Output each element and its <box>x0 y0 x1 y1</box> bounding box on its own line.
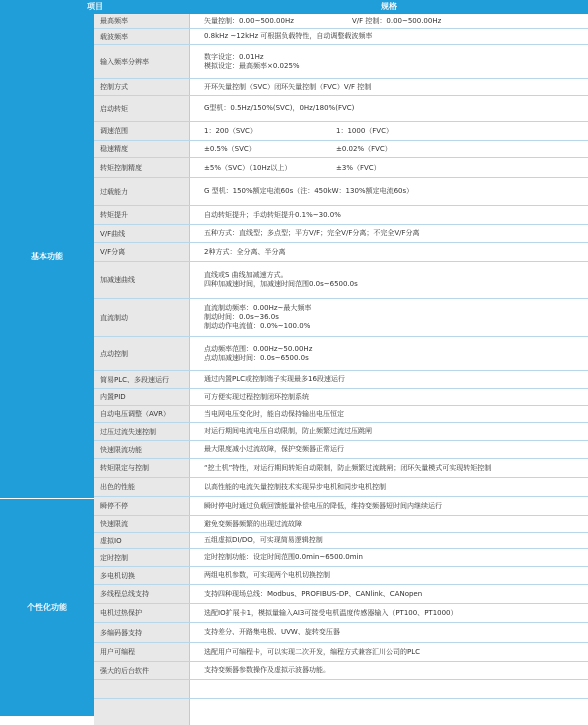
row-spec <box>190 585 588 603</box>
table-row <box>94 604 588 623</box>
row-spec-line: 点动频率范围：0.00Hz~50.00Hz <box>204 344 313 353</box>
table-row <box>94 406 588 423</box>
row-spec-line: 2种方式：全分离、半分离 <box>204 247 286 256</box>
row-spec-right: ±3%（FVC） <box>336 163 381 172</box>
row-spec <box>190 423 588 440</box>
row-item: 自动电压调整（AVR） <box>94 406 190 422</box>
row-spec <box>190 158 588 177</box>
table-row <box>94 459 588 478</box>
row-spec <box>190 122 588 140</box>
row-item: 电机过热保护 <box>94 604 190 622</box>
row-item: 启动转矩 <box>94 96 190 121</box>
row-spec-line: 数字设定：0.01Hz <box>204 52 264 61</box>
row-item: 转矩控制精度 <box>94 158 190 177</box>
row-item: 瞬停不停 <box>94 497 190 515</box>
row-item: 稳速精度 <box>94 141 190 157</box>
row-spec <box>190 497 588 515</box>
table-row <box>94 389 588 406</box>
row-spec-line: 制动时间：0.0s~36.0s <box>204 313 279 321</box>
row-spec <box>190 662 588 679</box>
row-spec-line: 当电网电压变化时，能自动保持输出电压恒定 <box>204 409 344 418</box>
table-row <box>94 337 588 371</box>
row-spec <box>190 441 588 458</box>
row-item: 过载能力 <box>94 178 190 205</box>
row-item: 多编码器支持 <box>94 623 190 642</box>
table-row <box>94 441 588 459</box>
table-row <box>94 623 588 643</box>
row-item: 快速限流 <box>94 516 190 532</box>
header-spec: 规格 <box>381 2 397 11</box>
row-spec-line: 五组虚拟DI/DO，可实现简易逻辑控制 <box>204 536 323 544</box>
row-item: V/F分离 <box>94 243 190 261</box>
row-spec-line: 点动加减速时间：0.0s~6500.0s <box>204 353 309 362</box>
row-item: 点动控制 <box>94 337 190 370</box>
row-spec <box>190 243 588 261</box>
row-item: 多线程总线支持 <box>94 585 190 603</box>
row-spec-line: 选配IO扩展卡1，模拟量输入AI3可接受电机温度传感器输入（PT100、PT1000） <box>204 608 458 617</box>
table-row <box>94 371 588 389</box>
row-spec <box>190 225 588 242</box>
row-spec <box>190 643 588 661</box>
row-spec-left: ±5%（SVC）（10Hz以上） <box>204 163 292 172</box>
table-row <box>94 14 588 29</box>
row-spec <box>190 29 588 44</box>
table-row <box>94 29 588 45</box>
spec-rows <box>94 14 588 725</box>
table-row <box>94 423 588 441</box>
row-spec-left: 1：200（SVC） <box>204 127 257 135</box>
table-row <box>94 158 588 178</box>
table-row <box>94 497 588 516</box>
table-row <box>94 662 588 680</box>
row-spec-line: 通过内置PLC或控制端子实现最多16段速运行 <box>204 375 345 383</box>
row-spec-line: 模拟设定：最高频率×0.025% <box>204 61 300 70</box>
row-item: 内置PID <box>94 389 190 405</box>
row-spec <box>190 141 588 157</box>
row-item: 用户可编程 <box>94 643 190 661</box>
row-spec-line: 制动动作电流值：0.0%~100.0% <box>204 322 311 330</box>
table-row <box>94 79 588 96</box>
row-item: 控制方式 <box>94 79 190 95</box>
row-spec <box>190 178 588 205</box>
row-spec-right: V/F 控制：0.00~500.00Hz <box>352 17 442 25</box>
row-spec <box>190 45 588 78</box>
table-row <box>94 122 588 141</box>
row-spec-line: 瞬时停电时通过负载回馈能量补偿电压的降低，维持变频器短时间内继续运行 <box>204 501 442 510</box>
row-spec <box>190 533 588 548</box>
table-row <box>94 549 588 567</box>
table-header <box>0 0 588 14</box>
row-spec <box>190 337 588 370</box>
row-item: 调速范围 <box>94 122 190 140</box>
row-spec-line: “挖土机”特性，对运行期间转矩自动限制，防止频繁过流跳闸；闭环矢量模式可实现转矩控制 <box>204 463 492 472</box>
row-spec <box>190 206 588 224</box>
row-spec-line: G型机：0.5Hz/150%(SVC)，0Hz/180%(FVC) <box>204 104 355 112</box>
table-row <box>94 299 588 337</box>
row-spec-line: 直流制动频率：0.00Hz~最大频率 <box>204 304 312 312</box>
table-row <box>94 45 588 79</box>
row-item: 强大的后台软件 <box>94 662 190 679</box>
row-spec <box>190 14 588 28</box>
row-item: 转矩提升 <box>94 206 190 224</box>
row-spec <box>190 478 588 496</box>
row-item: 快速限流功能 <box>94 441 190 458</box>
row-spec-line: 可方便实现过程控制闭环控制系统 <box>204 392 309 401</box>
row-item: 简易PLC、多段速运行 <box>94 371 190 388</box>
table-row <box>94 262 588 299</box>
row-item: 直流制动 <box>94 299 190 336</box>
table-row <box>94 478 588 497</box>
table-row <box>94 699 588 725</box>
row-spec <box>190 567 588 584</box>
row-spec-right: 1：1000（FVC） <box>336 127 393 135</box>
row-item: 最高频率 <box>94 14 190 28</box>
row-spec-line: 支持变频器参数操作及虚拟示波器功能。 <box>204 666 330 674</box>
row-spec-line: 五种方式：直线型；多点型；平方V/F；完全V/F分离；不完全V/F分离 <box>204 229 420 237</box>
header-item: 项目 <box>87 2 103 11</box>
row-item: 定时控制 <box>94 549 190 566</box>
table-row <box>94 567 588 585</box>
row-spec-line: 选配用户可编程卡，可以实现二次开发，编程方式兼容汇川公司的PLC <box>204 647 421 656</box>
table-row <box>94 680 588 699</box>
row-spec-line: 避免变频器频繁的出现过流故障 <box>204 519 302 528</box>
row-spec-line: 以高性能的电流矢量控制技术实现异步电机和同步电机控制 <box>204 482 386 491</box>
category-basic: 基本功能 <box>0 14 94 499</box>
table-row <box>94 585 588 604</box>
table-row <box>94 206 588 225</box>
table-row <box>94 533 588 549</box>
row-spec-line: 支持差分、开路集电极、UVW、旋转变压器 <box>204 628 340 636</box>
row-spec-left: 矢量控制：0.00~500.00Hz <box>204 17 294 25</box>
row-item: 虚拟IO <box>94 533 190 548</box>
row-spec <box>190 389 588 405</box>
row-spec <box>190 680 588 698</box>
table-row <box>94 243 588 262</box>
row-spec-right: ±0.02%（FVC） <box>336 145 392 153</box>
table-row <box>94 96 588 122</box>
row-item: 出色的性能 <box>94 478 190 496</box>
row-spec <box>190 459 588 477</box>
row-spec-line: 0.8kHz ~12kHz 可根据负载特性，自动调整载波频率 <box>204 32 373 40</box>
row-spec <box>190 96 588 121</box>
row-item: 过压过流失速控制 <box>94 423 190 440</box>
row-item <box>94 680 190 698</box>
category-personal: 个性化功能 <box>0 499 94 716</box>
row-item: 载波频率 <box>94 29 190 44</box>
row-item: 加减速曲线 <box>94 262 190 298</box>
table-row <box>94 178 588 206</box>
row-spec-line: 直线或S 曲线加减速方式。 <box>204 271 288 279</box>
table-row <box>94 141 588 158</box>
table-row <box>94 225 588 243</box>
row-spec-line: G 型机：150%额定电流60s（注：450kW：130%额定电流60s） <box>204 187 414 195</box>
row-item: 输入频率分辨率 <box>94 45 190 78</box>
row-spec <box>190 79 588 95</box>
table-row <box>94 643 588 662</box>
row-spec <box>190 406 588 422</box>
row-spec <box>190 604 588 622</box>
row-spec <box>190 549 588 566</box>
row-spec-line: 最大限度减小过流故障，保护变频器正常运行 <box>204 445 344 453</box>
row-spec-left: ±0.5%（SVC） <box>204 145 256 153</box>
row-spec-line: 定时控制功能：设定时间范围0.0min~6500.0min <box>204 553 363 561</box>
row-spec-line: 对运行期间电流电压自动限制，防止频繁过流过压跳闸 <box>204 427 372 435</box>
row-item <box>94 699 190 725</box>
row-item: 转矩限定与控制 <box>94 459 190 477</box>
row-spec-line: 四种加减速时间，加减速时间范围0.0s~6500.0s <box>204 280 358 288</box>
row-item: V/F曲线 <box>94 225 190 242</box>
table-row <box>94 516 588 533</box>
row-spec-line: 支持四种现场总线：Modbus、PROFIBUS-DP、CANlink、CANopen <box>204 589 423 598</box>
row-spec-line: 开环矢量控制（SVC）闭环矢量控制（FVC）V/F 控制 <box>204 82 372 91</box>
row-spec <box>190 623 588 642</box>
row-spec <box>190 516 588 532</box>
row-spec-line: 两组电机参数，可实现两个电机切换控制 <box>204 571 330 579</box>
row-spec-line: 自动转矩提升；手动转矩提升0.1%~30.0% <box>204 210 341 219</box>
row-spec <box>190 371 588 388</box>
row-spec <box>190 299 588 336</box>
row-item: 多电机切换 <box>94 567 190 584</box>
row-spec <box>190 699 588 725</box>
row-spec <box>190 262 588 298</box>
